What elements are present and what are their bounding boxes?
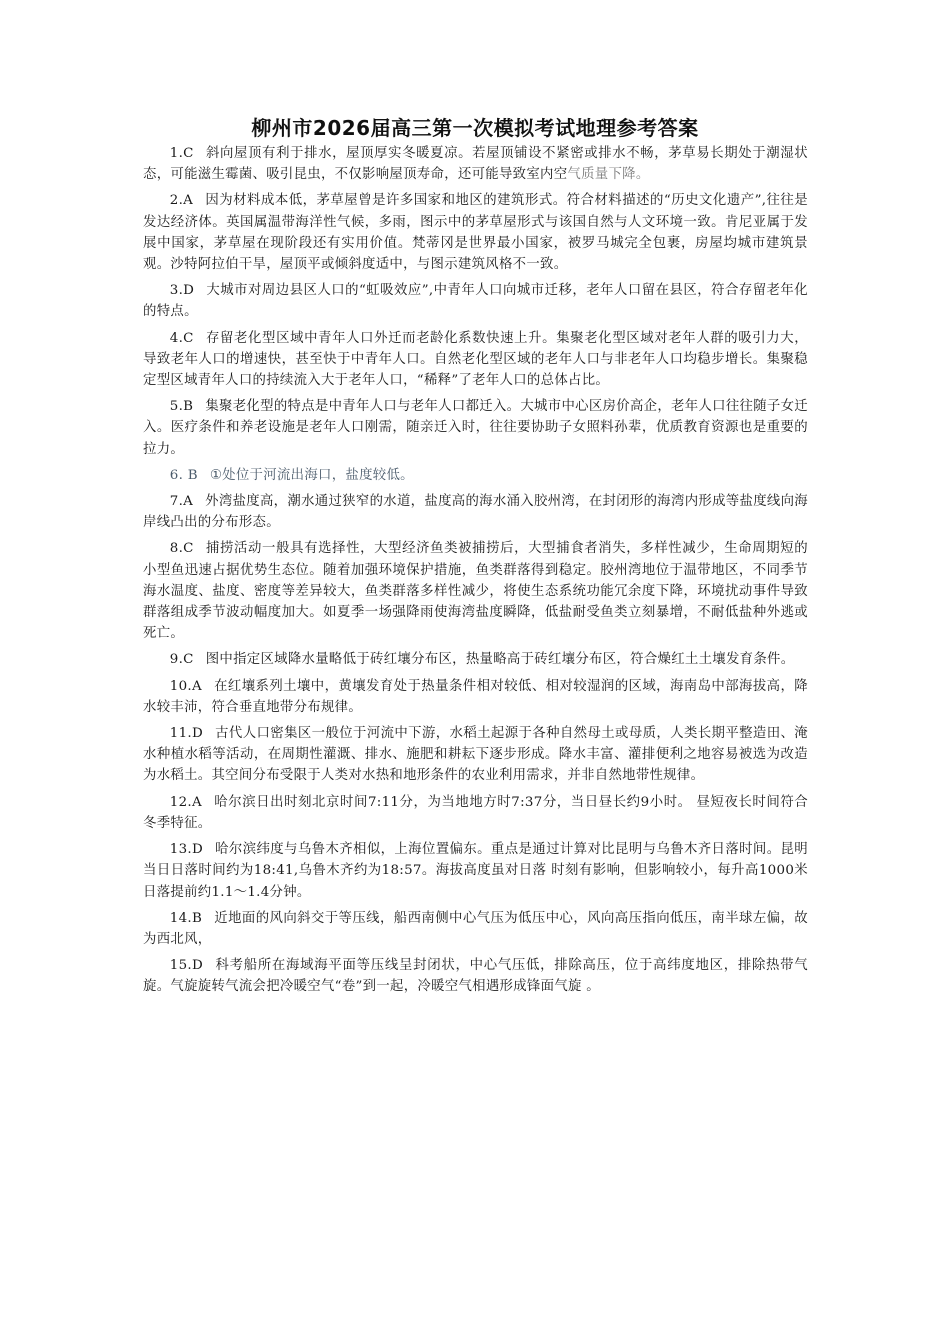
answer-number: 9.C xyxy=(169,652,194,668)
answer-text: 存留老化型区域中青年人口外迁而老龄化系数快速上升。集聚老化型区域对老年人群的吸引力大，导致老年人口的增速快，甚至快于中青年人口。自然老化型区域的老年人口与非老年人口均稳步增长。集聚稳定型区域青年人口的持续流入大于老年人口，“稀释”了老年人口的总体占比。 xyxy=(143,330,808,389)
answer-number: 7.A xyxy=(169,494,194,510)
answer-item xyxy=(143,839,808,903)
answer-item xyxy=(143,491,808,533)
answer-item xyxy=(143,280,808,322)
answer-text: 在红壤系列土壤中，黄壤发育处于热量条件相对较低、相对较湿润的区域，海南岛中部海拔高，降水较丰沛，符合垂直地带分布规律。 xyxy=(143,678,808,715)
answer-text: 集聚老化型的特点是中青年人口与老年人口都迁入。大城市中心区房价高企，老年人口往往随子女迁入。医疗条件和养老设施是老年人口刚需，随亲迁入时，往往要协助子女照料孙辈，优质教育资源也是重要的拉力。 xyxy=(143,399,808,457)
answer-number: 12.A xyxy=(169,794,202,810)
answer-number: 5.B xyxy=(169,399,194,415)
answer-number: 8.C xyxy=(169,541,194,557)
answer-text-tail: 气质量下降。 xyxy=(567,167,650,183)
answer-item xyxy=(143,396,808,460)
answer-number: 14.B xyxy=(169,910,203,926)
answer-number: 2.A xyxy=(169,193,194,209)
answer-text: 图中指定区域降水量略低于砖红壤分布区，热量略高于砖红壤分布区，符合燥红土土壤发育条件。 xyxy=(205,652,795,668)
answer-item xyxy=(143,649,808,670)
answer-text: 哈尔滨日出时刻北京时间7:11分，为当地地方时7:37分，当日昼长约9小时。 昼短夜长时间符合冬季特征。 xyxy=(143,794,808,831)
answer-text: 外湾盐度高，潮水通过狭窄的水道，盐度高的海水涌入胶州湾，在封闭形的海湾内形成等盐度线向海岸线凸出的分布形态。 xyxy=(143,494,808,531)
document-title: 柳州市2026届高三第一次模拟考试地理参考答案 xyxy=(251,116,699,140)
answer-text: 哈尔滨纬度与乌鲁木齐相似，上海位置偏东。重点是通过计算对比昆明与乌鲁木齐日落时间。昆明当日日落时间约为18:41,乌鲁木齐约为18:57。海拔高度虽对日落 时刻有影响，但影响较小，每升高1000米日落提前约1.1～1.4分钟。 xyxy=(143,842,808,900)
answer-item xyxy=(143,723,808,787)
answer-number: 4.C xyxy=(169,330,194,346)
answer-list xyxy=(143,143,808,1003)
answer-item xyxy=(143,792,808,834)
answer-text: 因为材料成本低，茅草屋曾是许多国家和地区的建筑形式。符合材料描述的“历史文化遗产”,往往是发达经济体。英国属温带海洋性气候，多雨，图示中的茅草屋形式与该国自然与人文环境一致。肯尼亚属于发展中国家，茅草屋在现阶段还有实用价值。梵蒂冈是世界最小国家，被罗马城完全包裹，房屋均城市建筑景观。沙特阿拉伯干旱，屋顶平或倾斜度适中，与图示建筑风格不一致。 xyxy=(143,193,808,273)
answer-item xyxy=(143,190,808,275)
answer-number: 3.D xyxy=(169,283,195,299)
answer-number: 13.D xyxy=(169,842,204,858)
answer-number: 6. B xyxy=(169,467,198,483)
answer-number: 15.D xyxy=(169,958,204,974)
answer-item xyxy=(143,328,808,392)
answer-text: 大城市对周边县区人口的“虹吸效应”,中青年人口向城市迁移，老年人口留在县区，符合存留老年化的特点。 xyxy=(143,283,808,320)
answer-text: 斜向屋顶有利于排水，屋顶厚实冬暖夏凉。若屋顶铺设不紧密或排水不畅，茅草易长期处于潮湿状态，可能滋生霉菌、吸引昆虫，不仅影响屋顶寿命，还可能导致室内空 xyxy=(143,146,808,183)
answer-item xyxy=(143,465,808,486)
answer-text: 古代人口密集区一般位于河流中下游，水稻土起源于各种自然母土或母质，人类长期平整造田、淹水种植水稻等活动，在周期性灌溉、排水、施肥和耕耘下逐步形成。降水丰富、灌排便利之地容易被选为改造为水稻土。其空间分布受限于人类对水热和地形条件的农业利用需求，并非自然地带性规律。 xyxy=(143,726,808,784)
answer-text: 近地面的风向斜交于等压线，船西南侧中心气压为低压中心，风向高压指向低压，南半球左偏，故为西北风， xyxy=(143,910,808,947)
answer-item xyxy=(143,908,808,950)
answer-text: 捕捞活动一般具有选择性，大型经济鱼类被捕捞后，大型捕食者消失，多样性减少，生命周期短的小型鱼迅速占据优势生态位。随着加强环境保护措施，鱼类群落得到稳定。胶州湾地位于温带地区，不同季节海水温度、盐度、密度等差异较大，鱼类群落多样性减少，将使生态系统功能冗余度下降，环境扰动事件导致群落组成季节波动幅度加大。如夏季一场强降雨使海湾盐度瞬降，低盐耐受鱼类立刻暴增，不耐低盐种外逃或死亡。 xyxy=(143,541,808,642)
answer-text: ①处位于河流出海口，盐度较低。 xyxy=(209,467,414,483)
answer-number: 1.C xyxy=(169,146,194,161)
answer-number: 10.A xyxy=(169,678,202,694)
answer-item xyxy=(143,538,808,644)
answer-item xyxy=(143,143,808,185)
answer-text: 科考船所在海域海平面等压线呈封闭状，中心气压低，排除高压，位于高纬度地区，排除热带气旋。气旋旋转气流会把冷暖空气“卷”到一起，冷暖空气相遇形成锋面气旋 。 xyxy=(143,958,808,995)
answer-item xyxy=(143,955,808,997)
answer-number: 11.D xyxy=(169,726,204,742)
answer-item xyxy=(143,676,808,718)
